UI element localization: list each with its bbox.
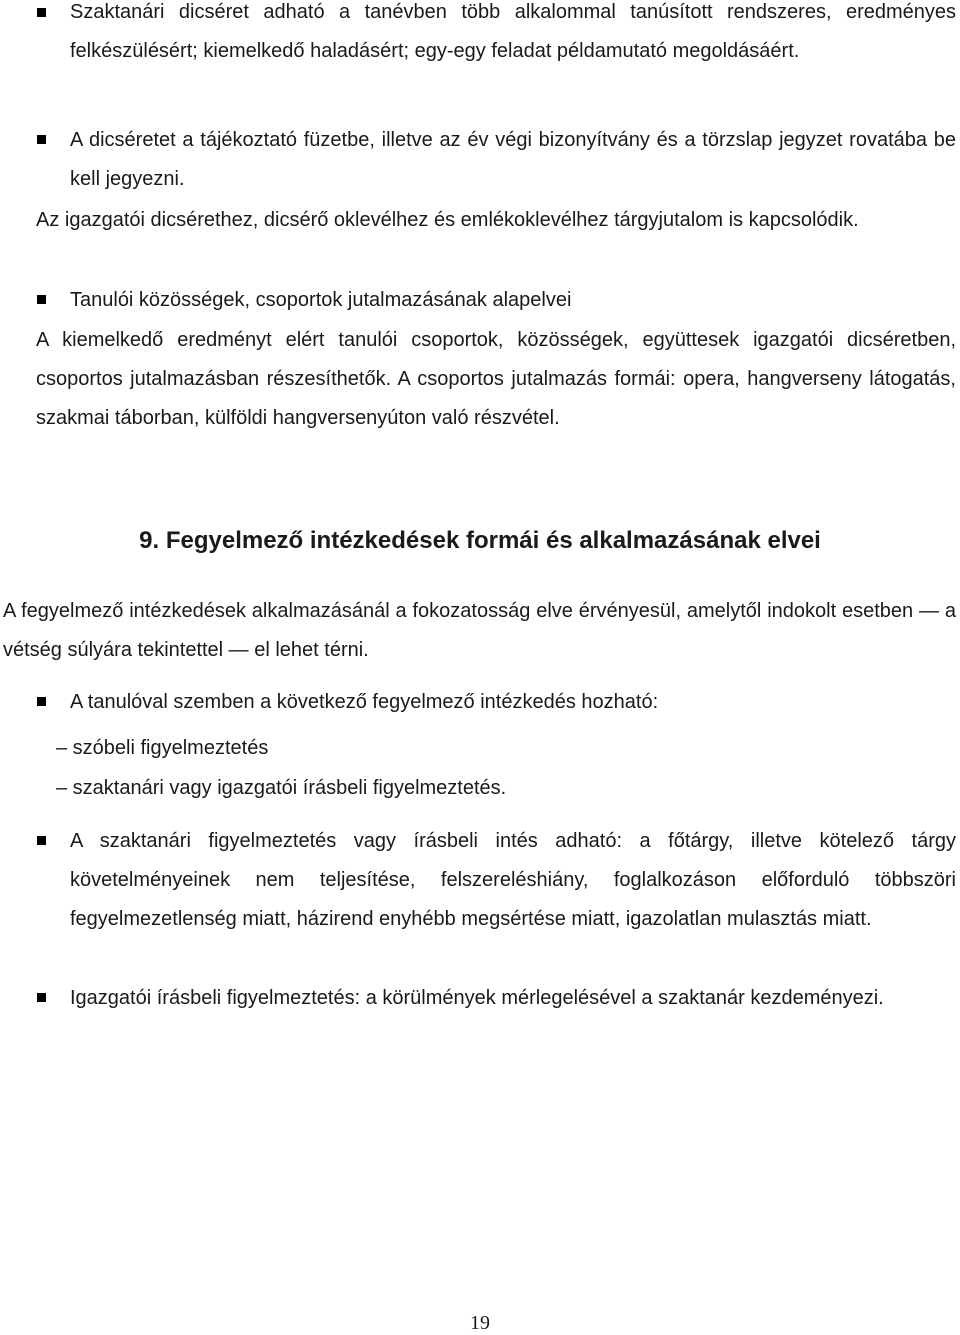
bullet-marker xyxy=(37,135,46,144)
bullet-marker xyxy=(37,295,46,304)
paragraph-igazgatoi-figyelmeztetes: Igazgatói írásbeli figyelmeztetés: a körülmények mérlegelésével a szaktanár kezdeményezi. xyxy=(70,987,884,1009)
bullet-marker xyxy=(37,8,46,17)
paragraph-kozossegek-jutalmazasa: Tanulói közösségek, csoportok jutalmazásának alapelvei xyxy=(70,289,572,311)
paragraph-fegyelmezo-intezkedes: A tanulóval szemben a következő fegyelmező intézkedés hozható: xyxy=(70,691,659,713)
paragraph-dicseret-bejegyzes: A dicséretet a tájékoztató füzetbe, illetve az év végi bizonyítvány és a törzslap jegyzet rovatába be kell jegyezni. xyxy=(70,129,956,190)
section-heading: 9. Fegyelmező intézkedések formái és alkalmazásának elvei xyxy=(139,527,821,554)
bullet-marker xyxy=(37,993,46,1002)
dash-item-irasbeli: – szaktanári vagy igazgatói írásbeli figyelmeztetés. xyxy=(56,777,507,799)
paragraph-szaktanari-figyelmeztetes: A szaktanári figyelmeztetés vagy írásbeli intés adható: a főtárgy, illetve kötelező tárgy követelményeinek nem teljesítése, felszereléshiány, foglalkozáson előforduló többszöri fegyelmezetlenség miatt, házirend enyhébb megsértése miatt, igazolatlan mulasztás miatt. xyxy=(70,830,956,930)
dash-item-szobeli: – szóbeli figyelmeztetés xyxy=(56,737,269,759)
paragraph-szaktanari-dicseret: Szaktanári dicséret adható a tanévben több alkalommal tanúsított rendszeres, eredményes felkészülésért; kiemelkedő haladásért; egy-egy feladat példamutató megoldásáért. xyxy=(70,1,956,62)
paragraph-csoportos-jutalmazas: A kiemelkedő eredményt elért tanulói csoportok, közösségek, együttesek igazgatói dicséretben, csoportos jutalmazásban részesíthetők. A csoportos jutalmazás formái: opera, hangverseny látogatás, szakmai táborban, külföldi hangversenyúton való részvétel. xyxy=(36,329,956,429)
bullet-marker xyxy=(37,697,46,706)
paragraph-fokozatossag: A fegyelmező intézkedések alkalmazásánál a fokozatosság elve érvényesül, amelytől indokolt esetben — a vétség súlyára tekintettel — el lehet térni. xyxy=(3,600,956,661)
paragraph-igazgatoi-dicseret: Az igazgatói dicsérethez, dicsérő oklevélhez és emlékoklevélhez tárgyjutalom is kapcsolódik. xyxy=(36,209,859,231)
bullet-marker xyxy=(37,836,46,845)
page-number: 19 xyxy=(470,1312,490,1334)
